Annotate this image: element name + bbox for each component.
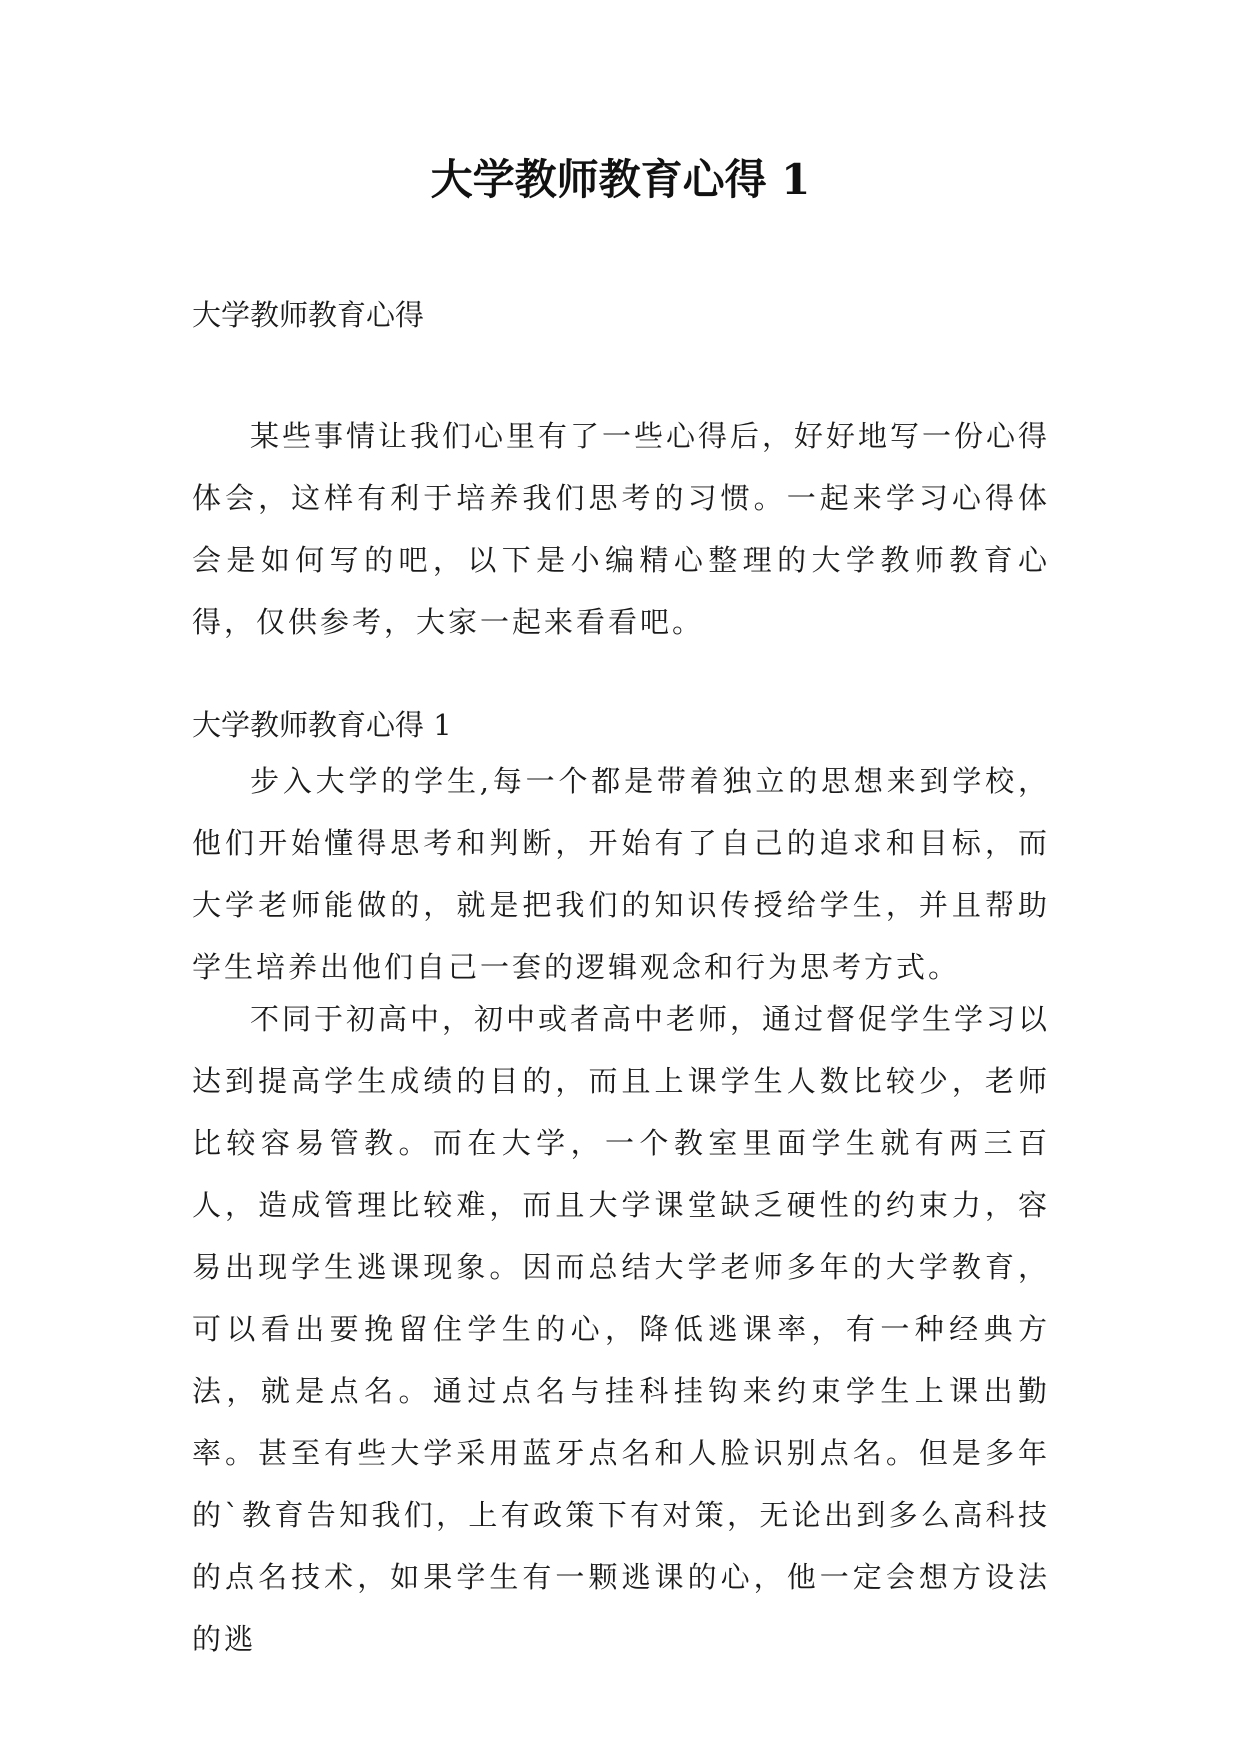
document-subtitle: 大学教师教育心得 bbox=[192, 298, 425, 332]
intro-paragraph: 某些事情让我们心里有了一些心得后，好好地写一份心得体会，这样有利于培养我们思考的习惯。一起来学习心得体会是如何写的吧，以下是小编精心整理的大学教师教育心得，仅供参考，大家一起来看看吧。 bbox=[192, 419, 1051, 639]
document-title: 大学教师教育心得 1 bbox=[430, 155, 811, 204]
body-paragraph-1: 步入大学的学生,每一个都是带着独立的思想来到学校，他们开始懂得思考和判断，开始有了自己的追求和目标，而大学老师能做的，就是把我们的知识传授给学生，并且帮助学生培养出他们自己一套的逻辑观念和行为思考方式。 bbox=[192, 764, 1050, 984]
body-paragraph-2: 不同于初高中，初中或者高中老师，通过督促学生学习以达到提高学生成绩的目的，而且上课学生人数比较少，老师比较容易管教。而在大学，一个教室里面学生就有两三百人，造成管理比较难，而且大学课堂缺乏硬性的约束力，容易出现学生逃课现象。因而总结大学老师多年的大学教育，可以看出要挽留住学生的心，降低逃课率，有一种经典方法，就是点名。通过点名与挂科挂钩来约束学生上课出勤率。甚至有些大学采用蓝牙点名和人脸识别点名。但是多年的`教育告知我们，上有政策下有对策，无论出到多么高科技的点名技术，如果学生有一颗逃课的心，他一定会想方设法的逃 bbox=[192, 1002, 1051, 1656]
section-heading: 大学教师教育心得 1 bbox=[192, 708, 452, 742]
